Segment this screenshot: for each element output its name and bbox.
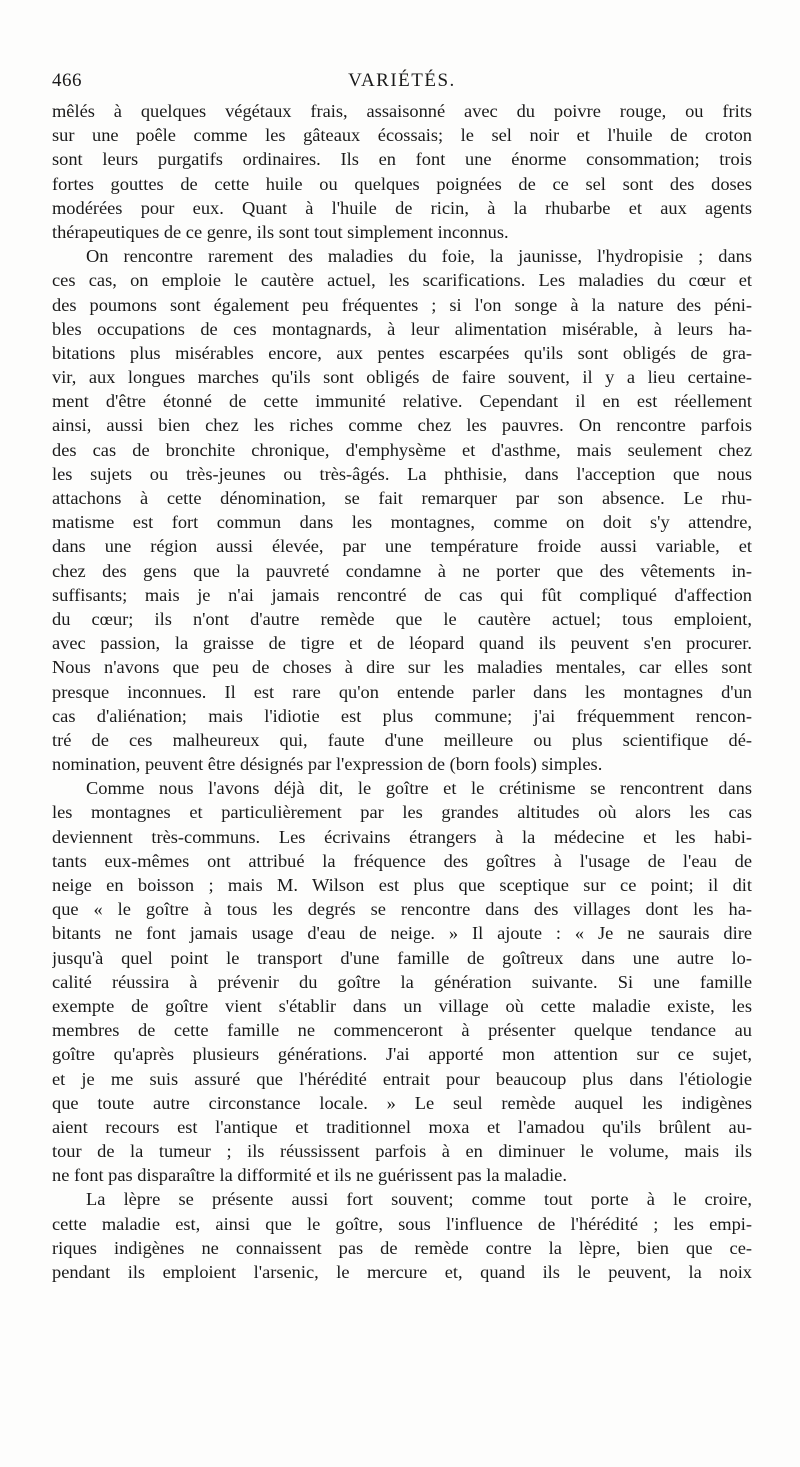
text-line: et je me suis assuré que l'hérédité entrait pour beaucoup plus dans l'étiologie xyxy=(52,1068,752,1089)
text-line: sont leurs purgatifs ordinaires. Ils en font une énorme consommation; trois xyxy=(52,149,752,170)
text-line: des cas de bronchite chronique, d'emphysème et d'asthme, mais seulement chez xyxy=(52,439,752,460)
text-line: jusqu'à quel point le transport d'une famille de goîtreux dans une autre lo- xyxy=(52,947,752,968)
text-line: aient recours est l'antique et traditionnel moxa et l'amadou qu'ils brûlent au- xyxy=(52,1116,752,1137)
text-line: avec passion, la graisse de tigre et de léopard quand ils peuvent s'en procurer. xyxy=(52,633,752,654)
text-line: fortes gouttes de cette huile ou quelques poignées de ce sel sont des doses xyxy=(52,173,752,194)
paragraph-diseases xyxy=(52,244,752,776)
text-line: que « le goître à tous les degrés se rencontre dans des villages dont les ha- xyxy=(52,899,752,920)
text-line: cette maladie est, ainsi que le goître, sous l'influence de l'hérédité ; les empi- xyxy=(52,1213,752,1234)
running-title: VARIÉTÉS. xyxy=(348,70,456,91)
text-line: Nous n'avons que peu de choses à dire sur les maladies mentales, car elles sont xyxy=(52,657,752,678)
text-line: chez des gens que la pauvreté condamne à ne porter que des vêtements in- xyxy=(52,560,752,581)
text-line: nomination, peuvent être désignés par l'expression de (born fools) simples. xyxy=(52,754,603,775)
text-line: pendant ils emploient l'arsenic, le mercure et, quand ils le peuvent, la noix xyxy=(52,1262,752,1282)
text-line: ainsi, aussi bien chez les riches comme chez les pauvres. On rencontre parfois xyxy=(52,415,752,436)
paragraph-goitre xyxy=(52,776,752,1187)
text-line: vir, aux longues marches qu'ils sont obligés de faire souvent, il y a lieu certaine- xyxy=(52,367,752,388)
page-number: 466 xyxy=(52,70,82,91)
text-line: presque inconnues. Il est rare qu'on entende parler dans les montagnes d'un xyxy=(52,681,752,702)
body-text xyxy=(52,99,752,1284)
text-line: tré de ces malheureux qui, faute d'une meilleure ou plus scientifique dé- xyxy=(52,729,752,750)
text-line: des poumons sont également peu fréquentes ; si l'on songe à la nature des péni- xyxy=(52,294,752,315)
text-line: thérapeutiques de ce genre, ils sont tout simplement inconnus. xyxy=(52,221,509,242)
text-line: suffisants; mais je n'ai jamais rencontré de cas qui fût compliqué d'affection xyxy=(52,584,752,605)
running-head xyxy=(52,70,752,94)
text-line: les montagnes et particulièrement par les grandes altitudes où alors les cas xyxy=(52,802,752,823)
text-line: sur une poêle comme les gâteaux écossais; le sel noir et l'huile de croton xyxy=(52,125,752,146)
text-line: Comme nous l'avons déjà dit, le goître et le crétinisme se rencontrent dans xyxy=(86,778,752,799)
text-line: tants eux-mêmes ont attribué la fréquence des goîtres à l'usage de l'eau de xyxy=(52,850,752,871)
text-line: goître qu'après plusieurs générations. J'ai apporté mon attention sur ce sujet, xyxy=(52,1044,752,1065)
text-line: mêlés à quelques végétaux frais, assaisonné avec du poivre rouge, ou frits xyxy=(52,101,752,121)
text-line: calité réussira à prévenir du goître la génération suivante. Si une famille xyxy=(52,971,752,992)
text-line: matisme est fort commun dans les montagnes, comme on doit s'y attendre, xyxy=(52,512,752,533)
text-line: modérées pour eux. Quant à l'huile de ricin, à la rhubarbe et aux agents xyxy=(52,197,752,218)
text-line: du cœur; ils n'ont d'autre remède que le cautère actuel; tous emploient, xyxy=(52,608,752,629)
text-line: membres de cette famille ne commenceront à présenter quelque tendance au xyxy=(52,1020,752,1041)
text-line: cas d'aliénation; mais l'idiotie est plus commune; j'ai fréquemment rencon- xyxy=(52,705,752,726)
text-line: bitants ne font jamais usage d'eau de neige. » Il ajoute : « Je ne saurais dire xyxy=(52,923,752,944)
text-line: attachons à cette dénomination, se fait remarquer par son absence. Le rhu- xyxy=(52,488,752,508)
text-line: ces cas, on emploie le cautère actuel, les scarifications. Les maladies du cœur et xyxy=(52,270,752,291)
text-line: que toute autre circonstance locale. » Le seul remède auquel les indigènes xyxy=(52,1092,752,1113)
text-line: bitations plus misérables encore, aux pentes escarpées qu'ils sont obligés de gra- xyxy=(52,342,752,363)
text-line: les sujets ou très-jeunes ou très-âgés. La phthisie, dans l'acception que nous xyxy=(52,463,752,484)
text-line: tour de la tumeur ; ils réussissent parfois à en diminuer le volume, mais ils xyxy=(52,1141,752,1162)
text-line: dans une région aussi élevée, par une température froide aussi variable, et xyxy=(52,536,752,557)
text-line: ment d'être étonné de cette immunité relative. Cependant il en est réellement xyxy=(52,391,752,412)
text-line: riques indigènes ne connaissent pas de remède contre la lèpre, bien que ce- xyxy=(52,1237,752,1258)
paragraph-purgatives xyxy=(52,99,752,244)
text-line: La lèpre se présente aussi fort souvent; comme tout porte à le croire, xyxy=(86,1189,752,1210)
text-line: deviennent très-communs. Les écrivains étrangers à la médecine et les habi- xyxy=(52,826,752,847)
text-line: ne font pas disparaître la difformité et ils ne guérissent pas la maladie. xyxy=(52,1165,567,1186)
text-line: bles occupations de ces montagnards, à leur alimentation misérable, à leurs ha- xyxy=(52,318,752,339)
text-line: On rencontre rarement des maladies du foie, la jaunisse, l'hydropisie ; dans xyxy=(86,246,752,267)
text-line: neige en boisson ; mais M. Wilson est plus que sceptique sur ce point; il dit xyxy=(52,875,752,895)
paragraph-leprosy xyxy=(52,1187,752,1284)
text-line: exempte de goître vient s'établir dans un village où cette maladie existe, les xyxy=(52,995,752,1016)
